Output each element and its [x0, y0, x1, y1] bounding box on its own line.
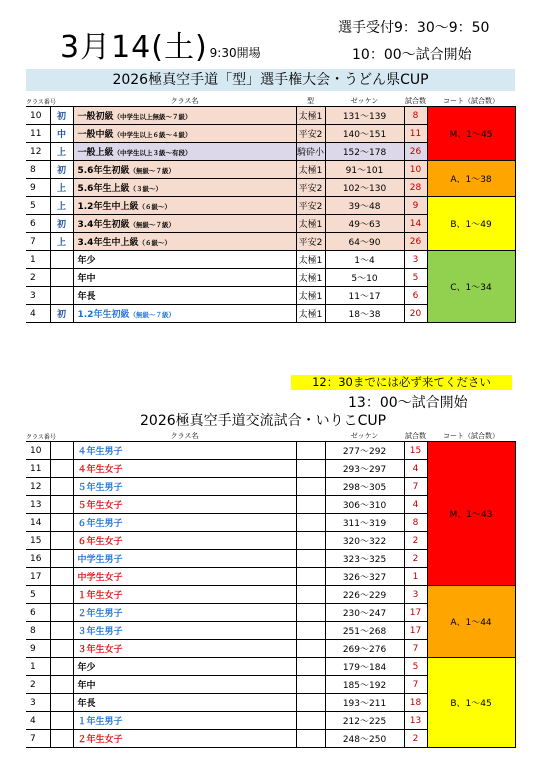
table-row: 11 ４年生女子 293〜297 4	[26, 460, 515, 478]
kata-start-time: 10：00〜試合開始	[352, 47, 472, 63]
arrival-notice: 12：30までには必ず来てください	[291, 375, 512, 390]
table-row: 11 中 一般中級（中学生以上６級〜４級） 平安2 140〜151 11	[26, 125, 515, 143]
header-count: 試合数	[404, 428, 427, 442]
header-class-no: クラス番号	[26, 428, 50, 442]
table-row: 5 １年生女子 226〜229 3 A、1〜44	[26, 586, 515, 604]
table-header-row	[26, 428, 515, 442]
header-zekken: ゼッケン	[325, 428, 404, 442]
table-row: 4 １年生男子 212〜225 13	[26, 712, 515, 730]
table-row: 8 初 5.6年生初級（無級〜７級） 太極1 91〜101 10 A、1〜38	[26, 161, 515, 179]
kata-class-table	[26, 93, 516, 323]
event-date	[60, 22, 261, 66]
table-row: 2 年中 185〜192 7	[26, 676, 515, 694]
table-row: 10 初 一般初級（中学生以上無級〜７級） 太極1 131〜139 8 M、1〜45	[26, 107, 515, 125]
table-row: 1 年少 179〜184 5 B、1〜45	[26, 658, 515, 676]
header-class-no: クラス番号	[26, 93, 50, 107]
table-row: 12 上 一般上級（中学生以上３級〜有段） 騎砕小 152〜178 26	[26, 143, 515, 161]
table-row: 6 初 3.4年生初級（無級〜７級） 太極1 49〜63 14	[26, 215, 515, 233]
kumite-tournament-title: 2026極真空手道交流試合・いりこCUP	[140, 413, 387, 429]
table-row: 5 上 1.2年生中上級（６級〜） 平安2 39〜48 9 B、1〜49	[26, 197, 515, 215]
header-zekken: ゼッケン	[325, 93, 404, 107]
court-m: M、1〜43	[427, 442, 515, 586]
table-row: 17 中学生女子 326〜327 1	[26, 568, 515, 586]
table-row: 7 上 3.4年生中上級（６級〜） 平安2 64〜90 26	[26, 233, 515, 251]
table-row: 3 年長 193〜211 18	[26, 694, 515, 712]
header-class-name: クラス名	[73, 428, 296, 442]
date-text: 3月14(土)	[60, 30, 208, 65]
table-row: 9 ３年生女子 269〜276 7	[26, 640, 515, 658]
table-row: 13 ５年生女子 306〜310 4	[26, 496, 515, 514]
table-row: 14 ６年生男子 311〜319 8	[26, 514, 515, 532]
table-row: 1 年少 太極1 1〜4 3 C、1〜34	[26, 251, 515, 269]
table-row: 3 年長 太極1 11〜17 6	[26, 287, 515, 305]
kata-tournament-title: 2026極真空手道「型」選手権大会・うどん県CUP	[26, 69, 515, 91]
table-row: 2 年中 太極1 5〜10 5	[26, 269, 515, 287]
header-class-name: クラス名	[73, 93, 296, 107]
header-court: コート（試合数）	[427, 93, 515, 107]
table-header-row	[26, 93, 515, 107]
reception-time: 選手受付9：30〜9：50	[338, 20, 490, 36]
court-a: A、1〜44	[427, 586, 515, 658]
table-row: 4 初 1.2年生初級（無級〜７級） 太極1 18〜38 20	[26, 305, 515, 323]
header-count: 試合数	[404, 93, 427, 107]
table-row: 6 ２年生男子 230〜247 17	[26, 604, 515, 622]
table-row: 8 ３年生男子 251〜268 17	[26, 622, 515, 640]
kumite-start-time: 13：00〜試合開始	[348, 395, 468, 411]
court-b: B、1〜45	[427, 658, 515, 748]
open-time: 9:30開場	[209, 46, 261, 60]
table-row: 15 ６年生女子 320〜322 2	[26, 532, 515, 550]
court-b: B、1〜49	[427, 197, 515, 251]
table-row: 16 中学生男子 323〜325 2	[26, 550, 515, 568]
court-c: C、1〜34	[427, 251, 515, 323]
table-row: 12 ５年生男子 298〜305 7	[26, 478, 515, 496]
table-row: 9 上 5.6年生上級（３級〜） 平安2 102〜130 28	[26, 179, 515, 197]
table-row: 7 ２年生女子 248〜250 2	[26, 730, 515, 748]
court-m: M、1〜45	[427, 107, 515, 161]
kumite-class-table	[26, 428, 516, 748]
court-a: A、1〜38	[427, 161, 515, 197]
table-row: 10 ４年生男子 277〜292 15 M、1〜43	[26, 442, 515, 460]
header-kata: 型	[296, 93, 325, 107]
header-court: コート（試合数）	[427, 428, 515, 442]
